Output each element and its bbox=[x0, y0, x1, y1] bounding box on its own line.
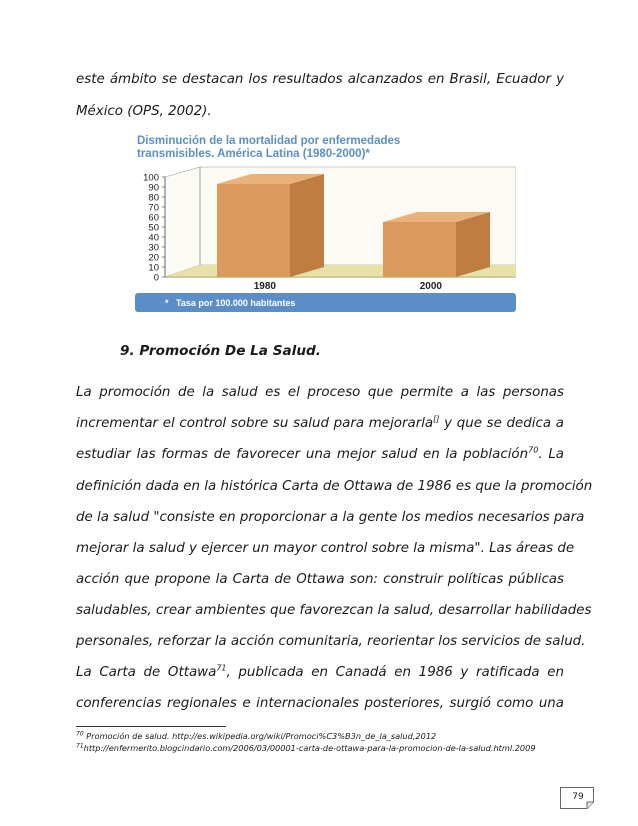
y-tick-label: 70 bbox=[148, 202, 159, 214]
bar-front bbox=[383, 222, 456, 277]
body-text-line: acción que propone la Carta de Ottawa son: construir políticas públicas bbox=[76, 572, 564, 587]
footnote-ref: 70 bbox=[528, 445, 539, 455]
text-segment: La Carta de Ottawa bbox=[76, 665, 217, 680]
footnote-text: http://enfermerito.blogcindario.com/2006/03/00001-carta-de-ottawa-para-la-promocion-de-la-salud.html.2009 bbox=[83, 743, 536, 753]
chart-title-line1: Disminución de la mortalidad por enfermedades bbox=[137, 135, 401, 147]
mortality-chart bbox=[135, 131, 516, 312]
bar-side bbox=[456, 212, 490, 277]
footnote-70 bbox=[76, 731, 436, 741]
chart-footnote: * Tasa por 100.000 habitantes bbox=[165, 298, 296, 308]
y-tick-label: 0 bbox=[153, 272, 159, 284]
y-tick-label: 90 bbox=[148, 182, 159, 194]
body-text-line bbox=[76, 447, 564, 462]
page-number: 79 bbox=[572, 792, 584, 802]
footnote-ref: 71 bbox=[216, 663, 227, 673]
chart-svg bbox=[135, 131, 516, 312]
chart-title-line2: transmisibles. América Latina (1980-2000)* bbox=[137, 148, 370, 160]
body-text-line bbox=[76, 665, 564, 680]
y-tick-label: 50 bbox=[148, 222, 159, 234]
body-text-line: La promoción de la salud es el proceso que permite a las personas bbox=[76, 385, 564, 400]
footnote-separator bbox=[76, 726, 226, 727]
body-text-line: este ámbito se destacan los resultados alcanzados en Brasil, Ecuador y bbox=[76, 72, 564, 87]
body-text-line: conferencias regionales e internacionales posteriores, surgió como una bbox=[76, 696, 564, 711]
bar-front bbox=[217, 184, 290, 277]
citation-ref: [] bbox=[433, 414, 440, 424]
body-text-line: personales, reforzar la acción comunitaria, reorientar los servicios de salud. bbox=[76, 634, 586, 649]
section-heading: 9. Promoción De La Salud. bbox=[120, 343, 321, 359]
body-text-line bbox=[76, 416, 564, 431]
bar-side bbox=[290, 174, 324, 277]
footnote-number: 71 bbox=[76, 742, 84, 750]
footnote-text: Promoción de salud. http://es.wikipedia.org/wiki/Promoci%C3%B3n_de_la_salud,2012 bbox=[83, 731, 437, 741]
text-segment: , publicada en Canadá en 1986 y ratificada en bbox=[226, 665, 564, 680]
y-tick-label: 20 bbox=[148, 252, 159, 264]
text-segment: . La bbox=[538, 447, 564, 462]
y-tick-label: 10 bbox=[148, 262, 159, 274]
bar-2000 bbox=[383, 212, 490, 277]
text-segment: estudiar las formas de favorecer una mejor salud en la población bbox=[76, 447, 529, 462]
body-text-line: mejorar la salud y ejercer un mayor control sobre la misma". Las áreas de bbox=[76, 541, 575, 556]
y-tick-label: 40 bbox=[148, 232, 159, 244]
body-text-line: de la salud "consiste en proporcionar a la gente los medios necesarios para bbox=[76, 510, 585, 525]
footnote-number: 70 bbox=[76, 730, 84, 738]
x-tick-label: 1980 bbox=[253, 281, 276, 292]
y-tick-label: 80 bbox=[148, 192, 159, 204]
y-tick-label: 30 bbox=[148, 242, 159, 254]
text-segment: y que se dedica a bbox=[439, 416, 564, 431]
y-tick-label: 100 bbox=[143, 172, 159, 184]
x-tick-label: 2000 bbox=[419, 281, 442, 292]
bar-1980 bbox=[217, 174, 324, 277]
body-text-line: saludables, crear ambientes que favorezcan la salud, desarrollar habilidades bbox=[76, 603, 592, 618]
body-text-line: México (OPS, 2002). bbox=[76, 104, 212, 119]
footnote-71 bbox=[76, 743, 536, 753]
text-segment: incrementar el control sobre su salud para mejorarla bbox=[76, 416, 434, 431]
body-text-line: definición dada en la histórica Carta de Ottawa de 1986 es que la promoción bbox=[76, 479, 593, 494]
y-tick-label: 60 bbox=[148, 212, 159, 224]
